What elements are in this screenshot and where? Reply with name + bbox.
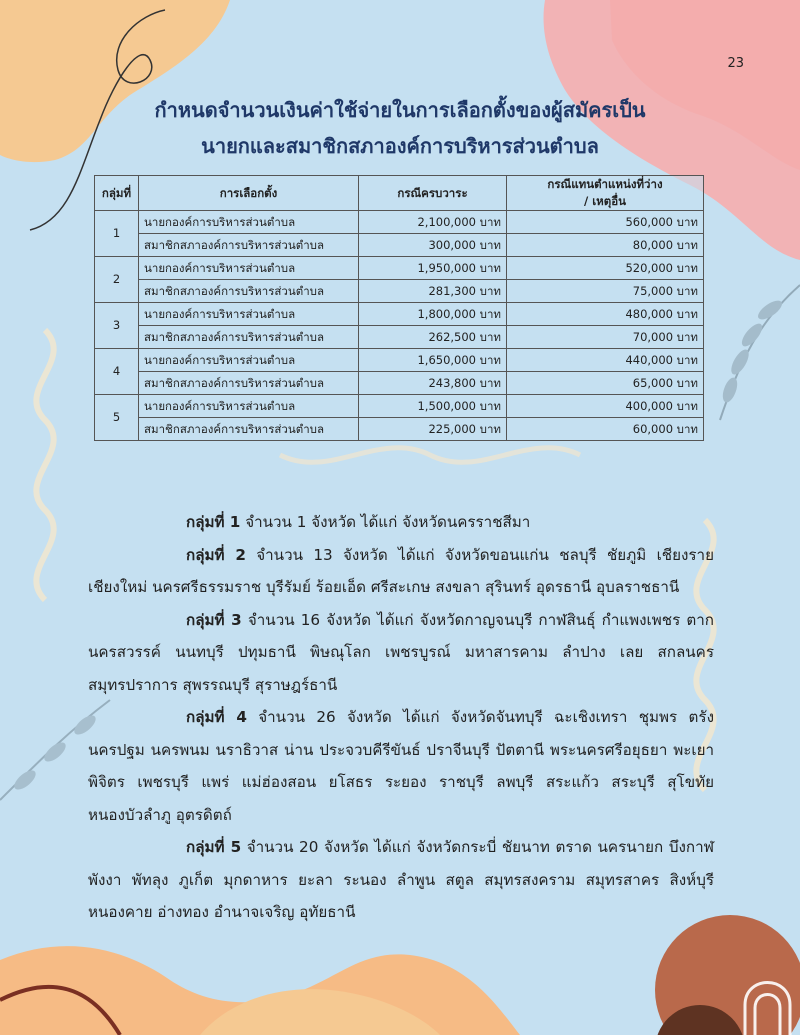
table-row (95, 234, 704, 257)
page-title (80, 92, 720, 164)
vacancy-cell: 65,000 บาท (507, 372, 704, 395)
page-number: 23 (727, 56, 744, 71)
header-full-term: กรณีครบวาระ (359, 176, 507, 211)
full-term-cell: 1,950,000 บาท (359, 257, 507, 280)
group-label: กลุ่มที่ 3 (186, 610, 242, 629)
table-row (95, 303, 704, 326)
full-term-cell: 225,000 บาท (359, 418, 507, 441)
header-vacancy-line-1: กรณีแทนตำแหน่งที่ว่าง (547, 177, 663, 191)
vacancy-cell: 80,000 บาท (507, 234, 704, 257)
group-paragraph-5 (88, 831, 714, 929)
header-vacancy (507, 176, 704, 211)
vacancy-cell: 440,000 บาท (507, 349, 704, 372)
position-cell: สมาชิกสภาองค์การบริหารส่วนตำบล (139, 234, 359, 257)
election-expense-table (94, 175, 704, 441)
position-cell: นายกองค์การบริหารส่วนตำบล (139, 211, 359, 234)
group-number: 1 (95, 211, 139, 257)
full-term-cell: 1,500,000 บาท (359, 395, 507, 418)
group-paragraph-1 (88, 506, 714, 539)
full-term-cell: 281,300 บาท (359, 280, 507, 303)
group-paragraph-4 (88, 701, 714, 831)
position-cell: สมาชิกสภาองค์การบริหารส่วนตำบล (139, 326, 359, 349)
position-cell: นายกองค์การบริหารส่วนตำบล (139, 257, 359, 280)
title-line-2: นายกและสมาชิกสภาองค์การบริหารส่วนตำบล (201, 134, 599, 158)
position-cell: สมาชิกสภาองค์การบริหารส่วนตำบล (139, 418, 359, 441)
group-text: จำนวน 20 จังหวัด ได้แก่ จังหวัดกระบี่ ชัยนาท ตราด นครนายก บึงกาฬ พังงา พัทลุง ภูเก็ต มุกดาหาร ยะลา ระนอง ลำพูน สตูล สมุทรสงคราม สมุทรสาคร สิงห์บุรี หนองคาย อ่างทอง อำนาจเจริญ อุทัยธานี (88, 838, 714, 921)
vacancy-cell: 520,000 บาท (507, 257, 704, 280)
group-label: กลุ่มที่ 1 (186, 513, 241, 531)
position-cell: นายกองค์การบริหารส่วนตำบล (139, 349, 359, 372)
table-row (95, 418, 704, 441)
table-header-row (95, 176, 704, 211)
header-group: กลุ่มที่ (95, 176, 139, 211)
table-row (95, 211, 704, 234)
table-row (95, 326, 704, 349)
full-term-cell: 262,500 บาท (359, 326, 507, 349)
vacancy-cell: 75,000 บาท (507, 280, 704, 303)
table-row (95, 372, 704, 395)
position-cell: สมาชิกสภาองค์การบริหารส่วนตำบล (139, 372, 359, 395)
title-line-1: กำหนดจำนวนเงินค่าใช้จ่ายในการเลือกตั้งของผู้สมัครเป็น (154, 98, 646, 122)
vacancy-cell: 480,000 บาท (507, 303, 704, 326)
leaf-branch-right (720, 285, 800, 420)
table-row (95, 257, 704, 280)
group-label: กลุ่มที่ 5 (186, 838, 242, 856)
vacancy-cell: 60,000 บาท (507, 418, 704, 441)
group-paragraph-3 (88, 604, 714, 702)
position-cell: นายกองค์การบริหารส่วนตำบล (139, 395, 359, 418)
vacancy-cell: 70,000 บาท (507, 326, 704, 349)
position-cell: สมาชิกสภาองค์การบริหารส่วนตำบล (139, 280, 359, 303)
wavy-line-left (36, 330, 53, 600)
position-cell: นายกองค์การบริหารส่วนตำบล (139, 303, 359, 326)
wavy-line-middle (280, 448, 580, 462)
group-number: 3 (95, 303, 139, 349)
full-term-cell: 2,100,000 บาท (359, 211, 507, 234)
group-number: 5 (95, 395, 139, 441)
full-term-cell: 1,800,000 บาท (359, 303, 507, 326)
group-label: กลุ่มที่ 2 (186, 545, 246, 564)
province-groups (88, 506, 714, 929)
group-text: จำนวน 16 จังหวัด ได้แก่ จังหวัดกาญจนบุรี กาฬสินธุ์ กำแพงเพชร ตาก นครสวรรค์ นนทบุรี ปทุมธานี พิษณุโลก เพชรบูรณ์ มหาสารคาม ลำปาง เลย สกลนคร สมุทรปราการ สุพรรณบุรี สุราษฎร์ธานี (88, 610, 714, 694)
group-number: 4 (95, 349, 139, 395)
full-term-cell: 300,000 บาท (359, 234, 507, 257)
group-text: จำนวน 13 จังหวัด ได้แก่ จังหวัดขอนแก่น ชลบุรี ชัยภูมิ เชียงราย เชียงใหม่ นครศรีธรรมราช บุรีรัมย์ ร้อยเอ็ด ศรีสะเกษ สงขลา สุรินทร์ อุดรธานี อุบลราชธานี (88, 545, 714, 596)
group-text: จำนวน 1 จังหวัด ได้แก่ จังหวัดนครราชสีมา (240, 513, 531, 531)
group-paragraph-2 (88, 539, 714, 604)
table-row (95, 280, 704, 303)
header-vacancy-line-2: / เหตุอื่น (584, 194, 626, 208)
full-term-cell: 243,800 บาท (359, 372, 507, 395)
vacancy-cell: 400,000 บาท (507, 395, 704, 418)
vacancy-cell: 560,000 บาท (507, 211, 704, 234)
group-label: กลุ่มที่ 4 (186, 708, 247, 726)
group-text: จำนวน 26 จังหวัด ได้แก่ จังหวัดจันทบุรี ฉะเชิงเทรา ชุมพร ตรัง นครปฐม นครพนม นราธิวาส น่าน ประจวบคีรีขันธ์ ปราจีนบุรี ปัตตานี พระนครศรีอยุธยา พะเยา พิจิตร เพชรบุรี แพร่ แม่ฮ่องสอน ยโสธร ระยอง ราชบุรี ลพบุรี สระแก้ว สระบุรี สุโขทัย หนองบัวลำภู อุตรดิตถ์ (88, 708, 714, 824)
full-term-cell: 1,650,000 บาท (359, 349, 507, 372)
table-row (95, 349, 704, 372)
table-row (95, 395, 704, 418)
header-election: การเลือกตั้ง (139, 176, 359, 211)
group-number: 2 (95, 257, 139, 303)
